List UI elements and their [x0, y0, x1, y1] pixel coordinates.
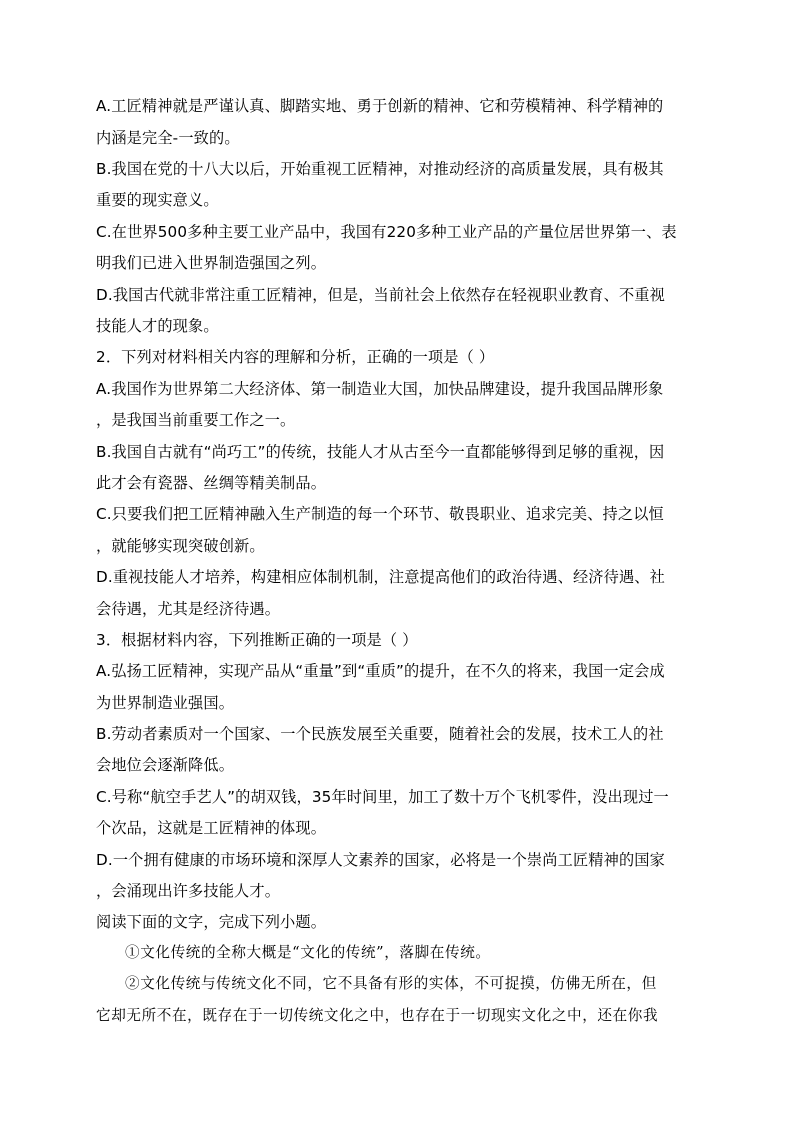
text-line: B.我国自古就有“尚巧工”的传统，技能人才从古至今一直都能够得到足够的重视，因: [96, 443, 665, 461]
text-line: C.只要我们把工匠精神融入生产制造的每一个环节、敬畏职业、追求完美、持之以恒: [96, 505, 664, 523]
section-instruction: 阅读下面的文字，完成下列小题。: [96, 913, 327, 931]
text-line: ，就能够实现突破创新。: [96, 537, 265, 555]
text-line: C.号称“航空手艺人”的胡双钱，35年时间里，加工了数十万个飞机零件，没出现过一: [96, 788, 669, 806]
text-line: 会待遇，尤其是经济待遇。: [96, 600, 281, 618]
text-line: B.劳动者素质对一个国家、一个民族发展至关重要，随着社会的发展，技术工人的社: [96, 725, 664, 743]
text-line: D.一个拥有健康的市场环境和深厚人文素养的国家，必将是一个崇尚工匠精神的国家: [96, 851, 665, 869]
question-heading: 2．下列对材料相关内容的理解和分析，正确的一项是（ ）: [96, 348, 495, 366]
passage-paragraph: ①文化传统的全称大概是“文化的传统”，落脚在传统。: [125, 944, 491, 961]
text-line: 会地位会逐渐降低。: [96, 756, 235, 774]
text-line: B.我国在党的十八大以后，开始重视工匠精神，对推动经济的高质量发展，具有极其: [96, 160, 664, 178]
text-line: A.工匠精神就是严谨认真、脚踏实地、勇于创新的精神、它和劳模精神、科学精神的: [96, 97, 664, 115]
text-line: 此才会有瓷器、丝绸等精美制品。: [96, 474, 327, 492]
text-line: ，是我国当前重要工作之一。: [96, 411, 296, 429]
question-heading: 3．根据材料内容，下列推断正确的一项是（ ）: [96, 631, 418, 649]
passage-line: 它却无所不在，既存在于一切传统文化之中，也存在于一切现实文化之中，还在你我: [96, 1007, 659, 1024]
text-line: D.重视技能人才培养，构建相应体制机制，注意提高他们的政治待遇、经济待遇、社: [96, 568, 665, 586]
text-line: ，会涌现出许多技能人才。: [96, 882, 281, 900]
text-line: 个次品，这就是工匠精神的体现。: [96, 819, 327, 837]
text-line: 技能人才的现象。: [96, 317, 219, 335]
text-line: 为世界制造业强国。: [96, 694, 235, 712]
text-line: A.我国作为世界第二大经济体、第一制造业大国，加快品牌建设，提升我国品牌形象: [96, 380, 664, 398]
text-line: 明我们已进入世界制造强国之列。: [96, 254, 327, 272]
text-line: D.我国古代就非常注重工匠精神，但是，当前社会上依然存在轻视职业教育、不重视: [96, 286, 665, 304]
passage-paragraph: ②文化传统与传统文化不同，它不具备有形的实体，不可捉摸，仿佛无所在，但: [125, 975, 657, 992]
text-line: A.弘扬工匠精神，实现产品从“重量”到“重质”的提升，在不久的将来，我国一定会成: [96, 662, 665, 680]
text-line: 重要的现实意义。: [96, 191, 219, 209]
text-line: 内涵是完全-一致的。: [96, 129, 240, 147]
text-line: C.在世界500多种主要工业产品中，我国有220多种工业产品的产量位居世界第一、表: [96, 223, 677, 241]
